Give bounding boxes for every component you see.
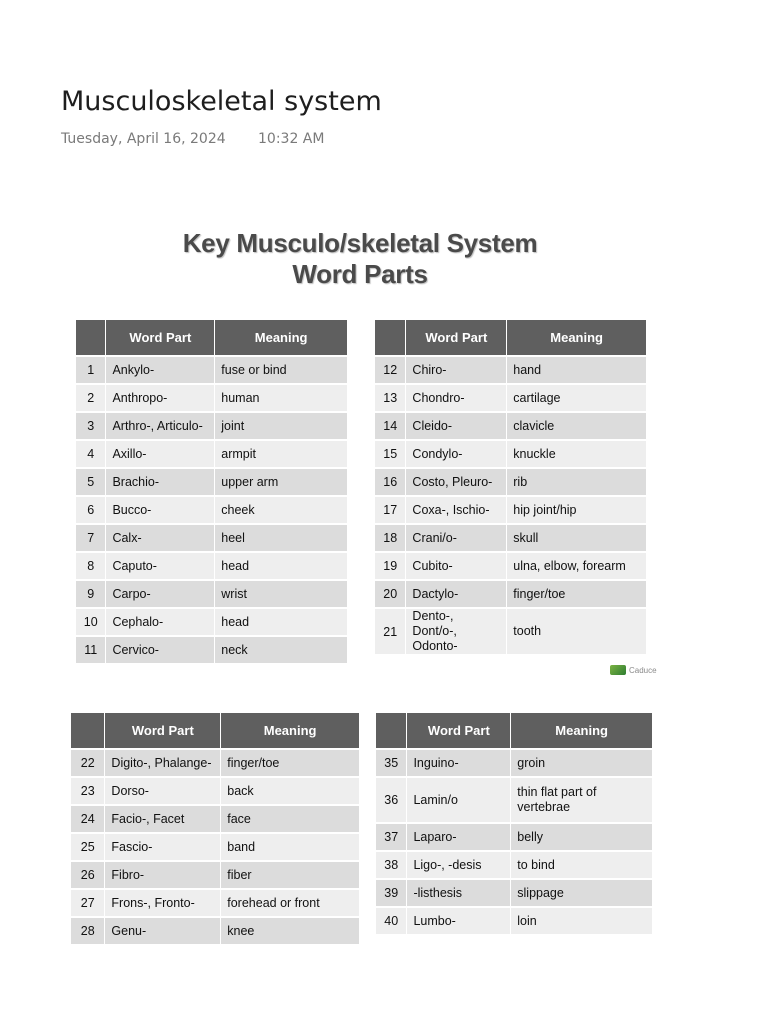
word-part: Cubito- (406, 552, 507, 580)
table-row (375, 440, 647, 468)
word-parts-table-3 (71, 713, 360, 946)
word-parts-table-2 (375, 320, 647, 656)
column-header (375, 320, 406, 356)
table-row (71, 833, 360, 861)
row-number: 28 (71, 917, 105, 945)
table-row (375, 580, 647, 608)
word-part: Lamin/o (407, 777, 511, 823)
word-part: Arthro-, Articulo- (106, 412, 215, 440)
row-number: 16 (375, 468, 406, 496)
row-number: 35 (376, 749, 407, 777)
table-row (71, 749, 360, 777)
column-header: Meaning (215, 320, 348, 356)
table-row (71, 889, 360, 917)
table-row (375, 384, 647, 412)
meaning: finger/toe (221, 749, 360, 777)
table-row (76, 636, 348, 664)
table-row (376, 851, 653, 879)
row-number: 1 (76, 356, 106, 384)
word-part: Digito-, Phalange- (105, 749, 221, 777)
meaning: skull (507, 524, 647, 552)
word-parts-table-4 (376, 713, 653, 936)
table-row (375, 524, 647, 552)
word-part: Genu- (105, 917, 221, 945)
table-row (76, 412, 348, 440)
slide-heading-line1: Key Musculo/skeletal System (182, 228, 538, 258)
word-parts-table-1 (76, 320, 348, 665)
column-header: Meaning (511, 713, 653, 749)
word-part: Dactylo- (406, 580, 507, 608)
row-number: 38 (376, 851, 407, 879)
meaning: head (215, 552, 348, 580)
row-number: 40 (376, 907, 407, 935)
table-row (375, 496, 647, 524)
word-part: Cleido- (406, 412, 507, 440)
row-number: 13 (375, 384, 406, 412)
word-part: Fascio- (105, 833, 221, 861)
column-header: Word Part (407, 713, 511, 749)
meaning: human (215, 384, 348, 412)
table-header-row (375, 320, 647, 356)
meaning: knuckle (507, 440, 647, 468)
row-number: 2 (76, 384, 106, 412)
meaning: rib (507, 468, 647, 496)
meaning: heel (215, 524, 348, 552)
word-part: Crani/o- (406, 524, 507, 552)
meaning: neck (215, 636, 348, 664)
word-part: Costo, Pleuro- (406, 468, 507, 496)
column-header: Word Part (105, 713, 221, 749)
row-number: 4 (76, 440, 106, 468)
word-part: Brachio- (106, 468, 215, 496)
row-number: 3 (76, 412, 106, 440)
table-header-row (71, 713, 360, 749)
table-row (376, 879, 653, 907)
row-number: 18 (375, 524, 406, 552)
row-number: 10 (76, 608, 106, 636)
table-row (76, 552, 348, 580)
table-row (375, 608, 647, 655)
word-part: -listhesis (407, 879, 511, 907)
meaning: hand (507, 356, 647, 384)
caduceus-logo-text: Caduce (629, 665, 657, 675)
meaning: ulna, elbow, forearm (507, 552, 647, 580)
meaning: belly (511, 823, 653, 851)
table-header-row (376, 713, 653, 749)
meaning: thin flat part of vertebrae (511, 777, 653, 823)
row-number: 24 (71, 805, 105, 833)
column-header: Word Part (406, 320, 507, 356)
page-time: 10:32 AM (258, 131, 325, 147)
meaning: slippage (511, 879, 653, 907)
page-title: Musculoskeletal system (61, 86, 382, 117)
table-row (375, 468, 647, 496)
meaning: band (221, 833, 360, 861)
meaning: fuse or bind (215, 356, 348, 384)
table-row (376, 749, 653, 777)
word-part: Dorso- (105, 777, 221, 805)
meaning: tooth (507, 608, 647, 655)
word-part: Calx- (106, 524, 215, 552)
table-row (76, 384, 348, 412)
meaning: knee (221, 917, 360, 945)
page-date: Tuesday, April 16, 2024 (61, 131, 226, 147)
row-number: 15 (375, 440, 406, 468)
table-row (71, 805, 360, 833)
column-header (76, 320, 106, 356)
row-number: 5 (76, 468, 106, 496)
table-row (376, 823, 653, 851)
word-part: Fibro- (105, 861, 221, 889)
row-number: 27 (71, 889, 105, 917)
column-header (71, 713, 105, 749)
meaning: to bind (511, 851, 653, 879)
meaning: forehead or front (221, 889, 360, 917)
meaning: cartilage (507, 384, 647, 412)
meaning: clavicle (507, 412, 647, 440)
meaning: finger/toe (507, 580, 647, 608)
table-row (76, 468, 348, 496)
meaning: cheek (215, 496, 348, 524)
meaning: head (215, 608, 348, 636)
slide-heading (110, 228, 610, 290)
word-part: Inguino- (407, 749, 511, 777)
row-number: 25 (71, 833, 105, 861)
meaning: loin (511, 907, 653, 935)
word-part: Chondro- (406, 384, 507, 412)
row-number: 14 (375, 412, 406, 440)
table-row (76, 608, 348, 636)
meaning: back (221, 777, 360, 805)
row-number: 11 (76, 636, 106, 664)
column-header: Meaning (507, 320, 647, 356)
slide-heading-line2: Word Parts (292, 259, 428, 289)
table-row (71, 777, 360, 805)
meaning: armpit (215, 440, 348, 468)
table-row (376, 907, 653, 935)
row-number: 39 (376, 879, 407, 907)
row-number: 22 (71, 749, 105, 777)
word-part: Cervico- (106, 636, 215, 664)
table-row (375, 356, 647, 384)
word-part: Ligo-, -desis (407, 851, 511, 879)
table-row (376, 777, 653, 823)
column-header: Word Part (106, 320, 215, 356)
table-row (76, 440, 348, 468)
word-part: Laparo- (407, 823, 511, 851)
table-header-row (76, 320, 348, 356)
table-row (375, 552, 647, 580)
word-part: Bucco- (106, 496, 215, 524)
word-part: Facio-, Facet (105, 805, 221, 833)
meaning: fiber (221, 861, 360, 889)
meaning: upper arm (215, 468, 348, 496)
row-number: 21 (375, 608, 406, 655)
table-row (76, 496, 348, 524)
row-number: 19 (375, 552, 406, 580)
meaning: hip joint/hip (507, 496, 647, 524)
row-number: 20 (375, 580, 406, 608)
row-number: 12 (375, 356, 406, 384)
word-part: Caputo- (106, 552, 215, 580)
column-header (376, 713, 407, 749)
word-part: Coxa-, Ischio- (406, 496, 507, 524)
meaning: groin (511, 749, 653, 777)
table-row (76, 524, 348, 552)
row-number: 26 (71, 861, 105, 889)
word-part: Axillo- (106, 440, 215, 468)
caduceus-logo-icon (610, 665, 626, 675)
caduceus-logo (610, 664, 657, 676)
word-part: Chiro- (406, 356, 507, 384)
word-part: Anthropo- (106, 384, 215, 412)
row-number: 17 (375, 496, 406, 524)
word-part: Frons-, Fronto- (105, 889, 221, 917)
word-part: Carpo- (106, 580, 215, 608)
word-part: Lumbo- (407, 907, 511, 935)
row-number: 23 (71, 777, 105, 805)
table-row (76, 356, 348, 384)
row-number: 9 (76, 580, 106, 608)
word-part: Condylo- (406, 440, 507, 468)
row-number: 7 (76, 524, 106, 552)
row-number: 37 (376, 823, 407, 851)
table-row (76, 580, 348, 608)
word-part: Dento-, Dont/o-, Odonto- (406, 608, 507, 655)
row-number: 8 (76, 552, 106, 580)
meaning: wrist (215, 580, 348, 608)
row-number: 36 (376, 777, 407, 823)
table-row (375, 412, 647, 440)
table-row (71, 861, 360, 889)
word-part: Cephalo- (106, 608, 215, 636)
column-header: Meaning (221, 713, 360, 749)
row-number: 6 (76, 496, 106, 524)
meaning: face (221, 805, 360, 833)
word-part: Ankylo- (106, 356, 215, 384)
table-row (71, 917, 360, 945)
meaning: joint (215, 412, 348, 440)
